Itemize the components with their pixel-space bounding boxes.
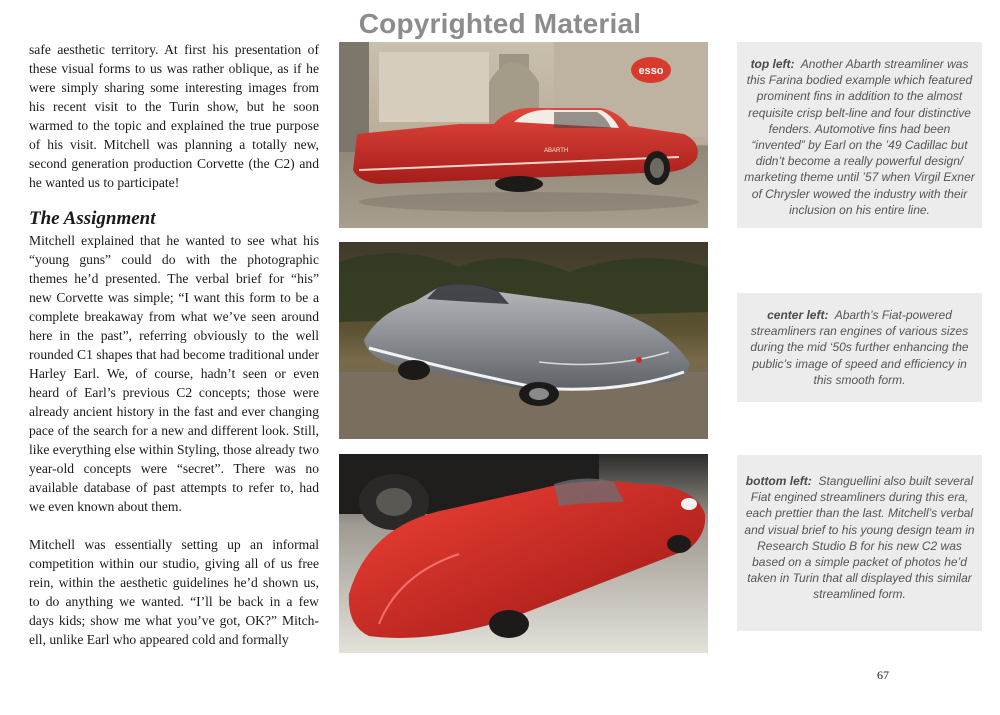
caption-bottom-left — [737, 455, 982, 631]
body-paragraph-2: Mitchell explained that he wanted to see what his “young guns” could do with the photographic themes he’d presented. The verbal brief for “his” new Corvette was simple; “I want this form to be a complete breakaway from what we’ve seen around here in the past”, referring obviously to the well rounded C1 shapes that had become traditional under Harley Earl. We, of course, hadn’t seen or even heard of Earl’s previous C2 concepts; those were already ancient history in the fast and ever changing pace of the search for a new and different look. Still, like everything else within Styling, those already two year-old concepts were “secret”. There was no available database of past attempts to refer to, had we even known about them. — [29, 233, 319, 514]
caption-bottom-text: Stanguellini also built several Fiat engined streamliners during this era, each prettier than the last. Mitchell’s verbal and visual brief to his young design team in Research Studio B for his new C2 was based on a simple packet of photos he’d taken in Turin that all displayed this similar streamlined form. — [744, 474, 975, 602]
caption-top-label: top left: — [750, 57, 795, 71]
photo-grey-abarth-streamliner — [339, 242, 708, 439]
body-paragraph-1: safe aesthetic territory. At first his presentation of these visual forms to us was rather oblique, as if he were simply sharing some interesting images from his recent visit to the Turin show, but he soon warmed to the topic and explained the true purpose of his visit. Mitchell was planning a totally new, second generation production Corvette (the C2) and he wanted us to participate! — [29, 42, 319, 190]
page-number: 67 — [877, 668, 889, 682]
caption-center-text: Abarth’s Fiat-powered streamliners ran engines of various sizes during the mid ‘50s further enhancing the public’s image of speed and efficiency in this smooth form. — [750, 308, 969, 387]
body-text-column — [29, 40, 319, 649]
photo-red-stanguellini — [339, 454, 708, 653]
esso-sign-text: esso — [638, 65, 664, 77]
caption-bottom-label: bottom left: — [745, 474, 812, 488]
caption-center-left — [737, 293, 982, 402]
section-heading: The Assignment — [29, 208, 156, 229]
body-paragraph-3: Mitchell was essentially setting up an informal competition within our studio, giving all of us free rein, within the aesthetic guidelines he’d shown us, to do anything we wanted. “I’ll be back in a few days kids; show me what you’ve got, OK?” Mitch-ell, unlike Earl who appeared cold and formally — [29, 537, 319, 647]
abarth-badge-text: ABARTH — [544, 148, 569, 154]
caption-top-text: Another Abarth streamliner was this Farina bodied example which featured prominent fins in addition to the almost requisite crisp belt-line and four distinctive fenders. Automotive fins had been “invented” by Earl on the ’49 Cadillac but didn’t become a really powerful design/ marketing theme until ’57 when Virgil Exner of Chrysler wowed the industry with their inclusion on his entire line. — [744, 57, 975, 217]
caption-center-label: center left: — [767, 308, 829, 322]
copyright-watermark: Copyrighted Material — [358, 8, 642, 39]
caption-top-left — [737, 42, 982, 228]
photo-red-abarth-finned — [339, 42, 708, 228]
